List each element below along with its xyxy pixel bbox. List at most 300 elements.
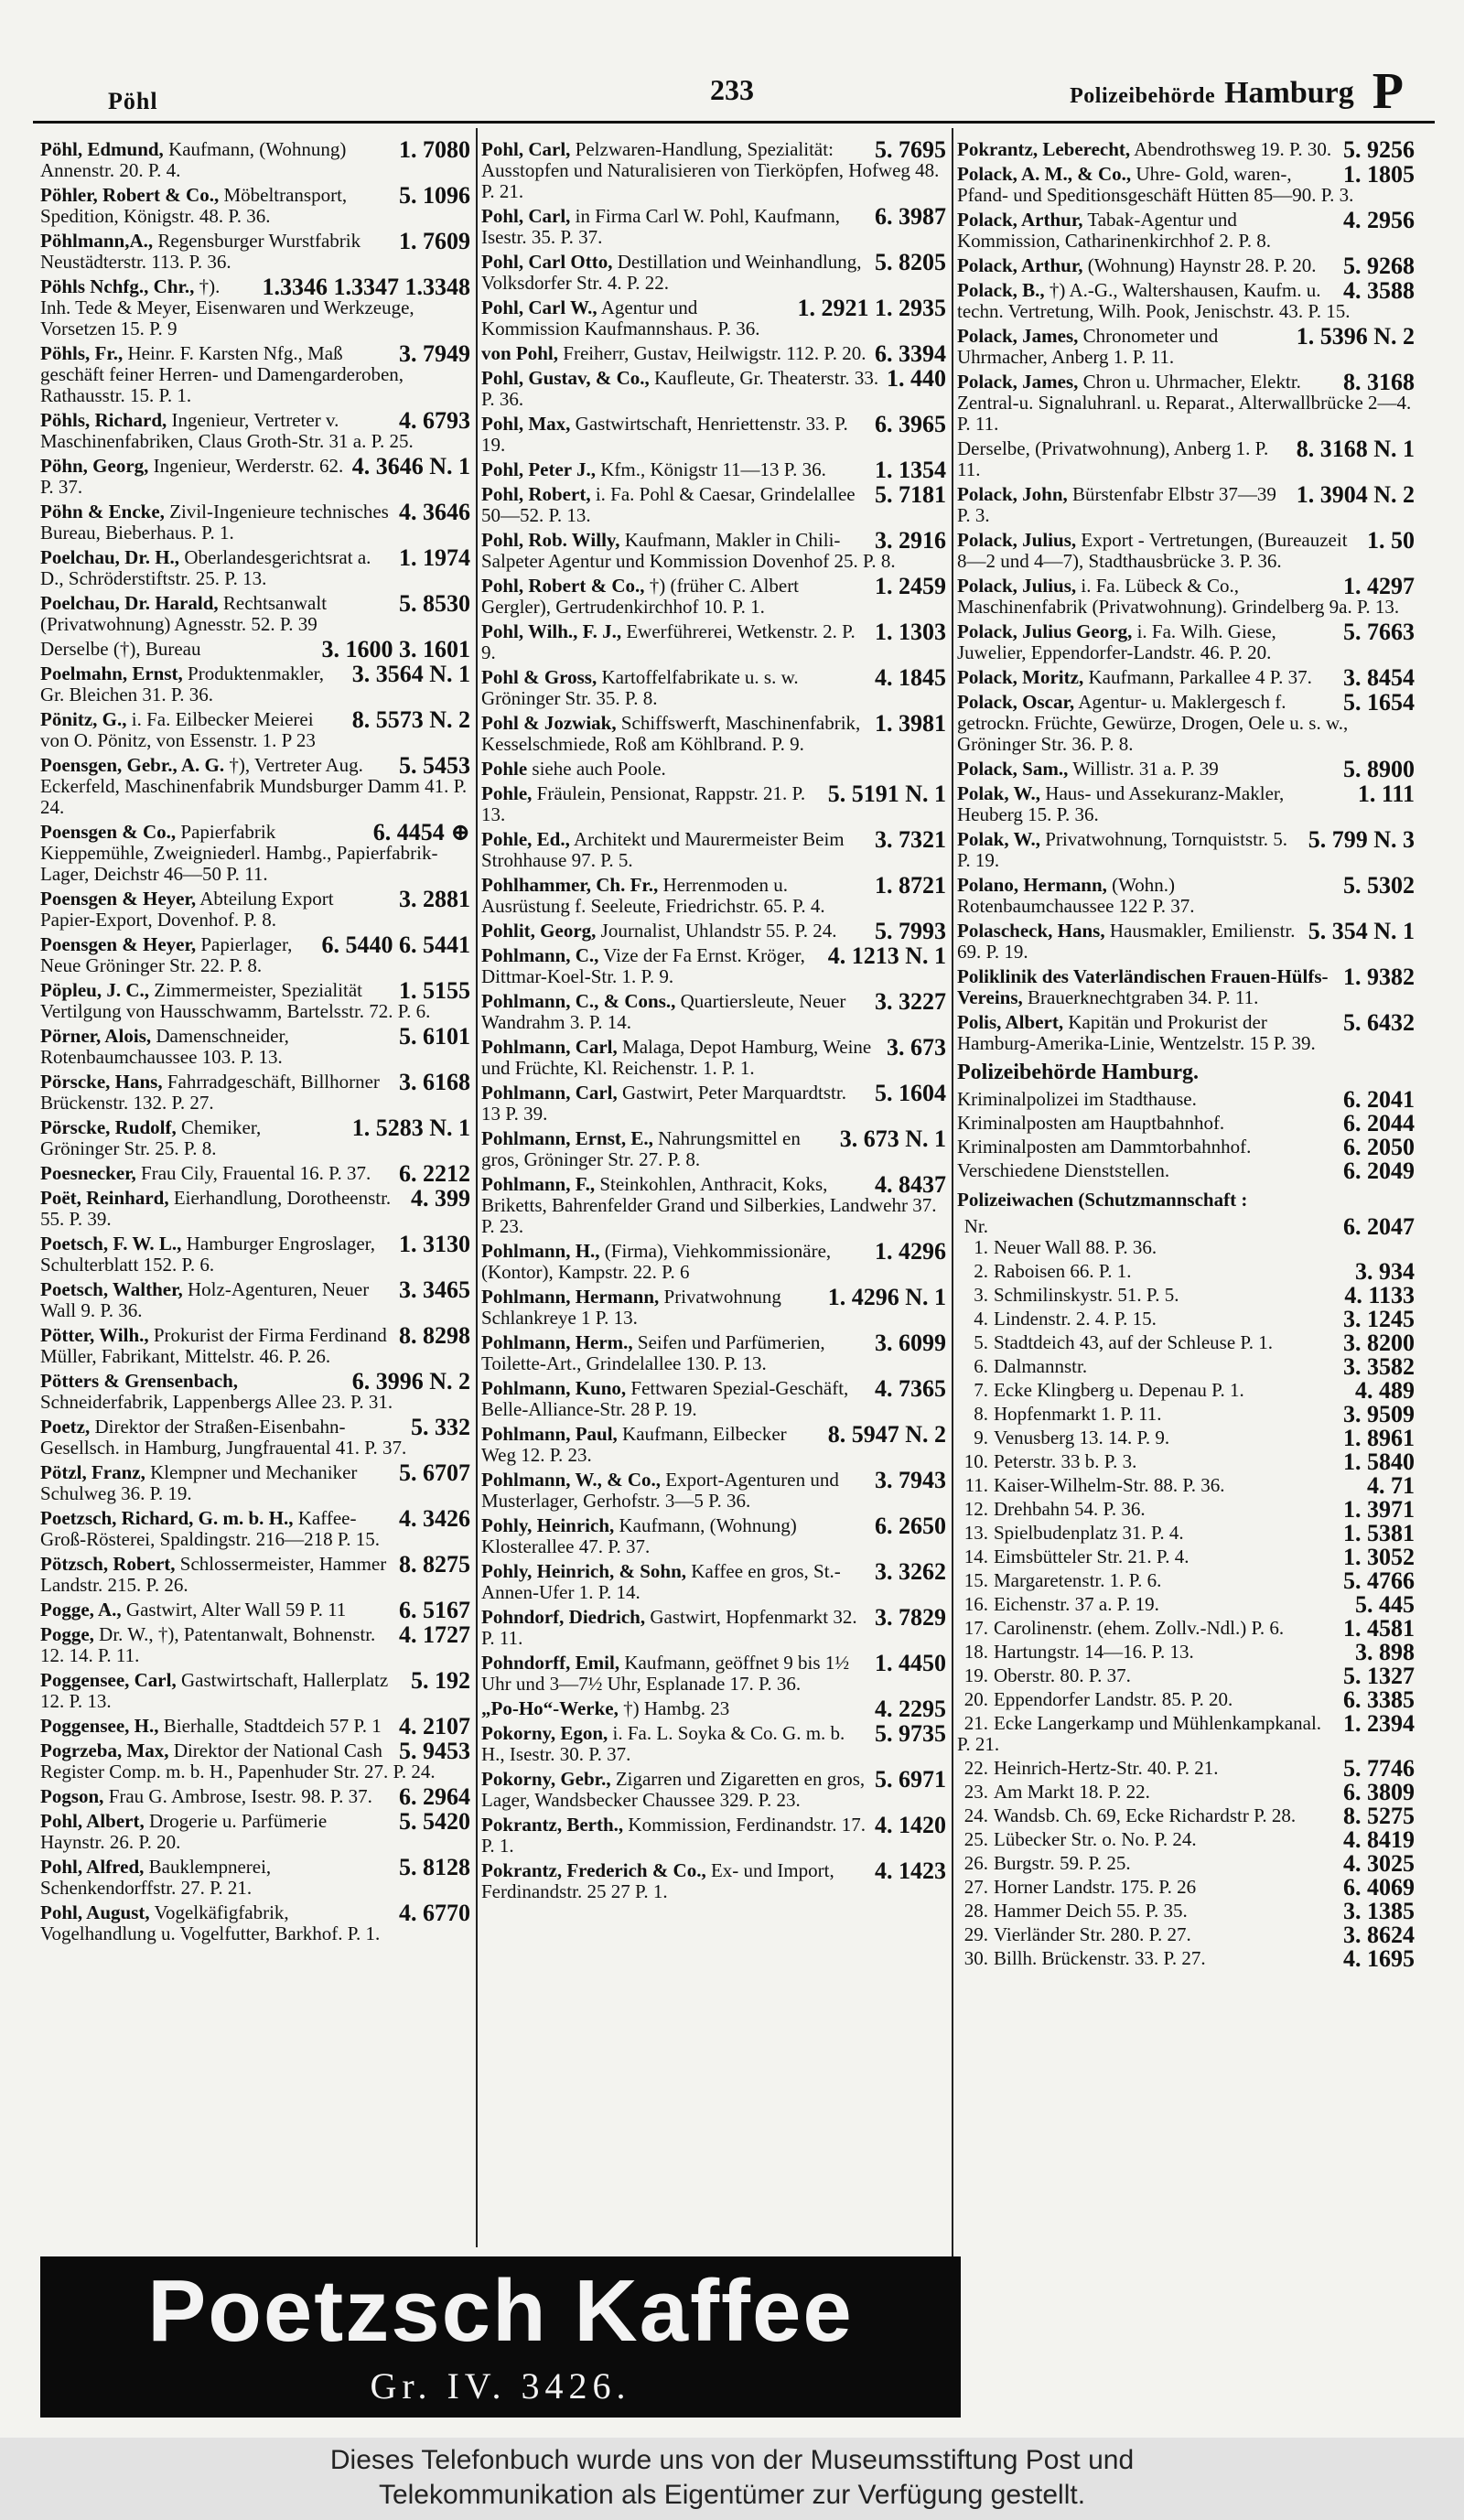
police-station bbox=[957, 1523, 1415, 1544]
footer-notice bbox=[0, 2438, 1464, 2520]
office-name: Verschiedene Dienststellen. bbox=[957, 1160, 1170, 1181]
station-phone: 3. 9509 bbox=[1343, 1404, 1415, 1425]
entry-name: Pöhler, Robert & Co., bbox=[40, 185, 220, 206]
station-phone: 4. 3025 bbox=[1343, 1853, 1415, 1874]
police-office bbox=[957, 1089, 1415, 1110]
station-phone: 1. 4581 bbox=[1343, 1618, 1415, 1639]
entry-phone: 3. 7943 bbox=[875, 1470, 946, 1493]
entry-text: Damenschneider, Rotenbaumchaussee 103. P. 13. bbox=[40, 1026, 289, 1068]
station-address: Kaiser-Wilhelm-Str. 88. P. 36. bbox=[994, 1475, 1225, 1496]
entry-phone: 1. 3904 N. 2 bbox=[1296, 484, 1415, 508]
station-number: 19. bbox=[963, 1665, 988, 1686]
police-station bbox=[957, 1356, 1415, 1377]
directory-entry bbox=[40, 1163, 470, 1184]
police-station bbox=[957, 1758, 1415, 1779]
office-phone: 6. 2050 bbox=[1343, 1136, 1415, 1158]
entry-name: Pohlmann, C., & Cons., bbox=[481, 991, 676, 1012]
directory-entry bbox=[481, 667, 946, 709]
entry-text: Zivil-Ingenieure technisches Bureau, Bieberhaus. P. 1. bbox=[40, 501, 389, 544]
entry-name: Poensgen, Gebr., A. G. bbox=[40, 755, 225, 776]
entry-name: Pohl, Carl, bbox=[481, 139, 571, 160]
entry-name: Pohndorf, Diedrich, bbox=[481, 1607, 646, 1628]
entry-phone: 4. 1420 bbox=[875, 1815, 946, 1838]
entry-name: Polack, James, bbox=[957, 326, 1079, 347]
station-address: Eppendorfer Landstr. 85. P. 20. bbox=[994, 1689, 1233, 1710]
directory-entry bbox=[957, 921, 1415, 963]
entry-phone: 5. 6971 bbox=[875, 1769, 946, 1793]
entry-name: Poelchau, Dr. Harald, bbox=[40, 593, 219, 614]
entry-name: Pohl, Wilh., F. J., bbox=[481, 621, 622, 642]
directory-entry bbox=[481, 530, 946, 572]
entry-phone: 5. 5420 bbox=[399, 1811, 470, 1835]
police-stations bbox=[957, 1216, 1415, 1969]
entry-name: Pöhl, Edmund, bbox=[40, 139, 164, 160]
directory-entry bbox=[40, 410, 470, 452]
entry-phone: 5. 8128 bbox=[399, 1857, 470, 1880]
directory-entry bbox=[481, 343, 946, 364]
entry-phone: 1. 2921 1. 2935 bbox=[797, 297, 946, 321]
entry-name: Poetsch, Walther, bbox=[40, 1279, 183, 1300]
station-number: 26. bbox=[963, 1853, 988, 1874]
entry-phone: 5. 8205 bbox=[875, 252, 946, 275]
page-header-left: Pöhl bbox=[108, 88, 158, 114]
directory-entry bbox=[40, 1117, 470, 1159]
directory-entry bbox=[481, 1515, 946, 1557]
station-address: Oberstr. 80. P. 37. bbox=[994, 1665, 1131, 1686]
station-address: Horner Landstr. 175. P. 26 bbox=[994, 1877, 1197, 1898]
entry-name: Pöhn, Georg, bbox=[40, 456, 149, 477]
entry-text: Kaufmann, Eilbecker Weg 12. P. 23. bbox=[481, 1424, 787, 1466]
column-1 bbox=[40, 139, 470, 1948]
police-station bbox=[957, 1948, 1415, 1969]
entry-text: Kaffee en gros, St.-Annen-Ufer 1. P. 14. bbox=[481, 1561, 841, 1603]
station-number: 30. bbox=[963, 1948, 988, 1969]
directory-entry bbox=[957, 783, 1415, 825]
directory-entry bbox=[40, 547, 470, 589]
entry-text: Gastwirt, Alter Wall 59 P. 11 bbox=[125, 1599, 347, 1621]
entry-text: Kaffee-Groß-Rösterei, Spaldingstr. 216—218 P. 15. bbox=[40, 1508, 380, 1550]
station-number: 5. bbox=[974, 1332, 988, 1353]
entry-phone: 6. 4454 ⊕ bbox=[372, 822, 470, 845]
entry-phone: 5. 799 N. 3 bbox=[1308, 829, 1415, 853]
entry-name: Pohle bbox=[481, 759, 528, 780]
directory-entry bbox=[481, 875, 946, 917]
station-address: Eichenstr. 37 a. P. 19. bbox=[994, 1594, 1159, 1615]
entry-text: Vize der Fa Ernst. Kröger, Dittmar-Koel-Str. 1. P. 9. bbox=[481, 945, 805, 987]
directory-entry bbox=[957, 621, 1415, 663]
entry-text: Tabak-Agentur und Kommission, Catharinenkirchhof 2. P. 8. bbox=[957, 210, 1271, 252]
police-office bbox=[957, 1160, 1415, 1181]
directory-entry bbox=[481, 1174, 946, 1237]
directory-entry bbox=[481, 1128, 946, 1170]
police-station bbox=[957, 1877, 1415, 1898]
directory-entry bbox=[957, 875, 1415, 917]
entry-name: Polano, Hermann, bbox=[957, 875, 1107, 896]
directory-entry bbox=[40, 185, 470, 227]
directory-entry bbox=[40, 980, 470, 1022]
station-number: Nr. 1. bbox=[963, 1216, 988, 1258]
station-number: 7. bbox=[974, 1380, 988, 1401]
header-rule bbox=[33, 121, 1435, 124]
station-number: 21. bbox=[963, 1713, 988, 1734]
entry-text: Gastwirtschaft, Hallerplatz 12. P. 13. bbox=[40, 1670, 389, 1712]
entry-text: Papierlager, Neue Gröninger Str. 22. P. 8. bbox=[40, 934, 293, 976]
entry-phone: 5. 6101 bbox=[399, 1026, 470, 1050]
entry-phone: 8. 5947 N. 2 bbox=[827, 1424, 946, 1448]
entry-text: Abteilung Export Papier-Export, Dovenhof. P. 8. bbox=[40, 888, 334, 931]
police-station bbox=[957, 1665, 1415, 1686]
directory-entry bbox=[957, 576, 1415, 618]
entry-name: Pohlmann, C., bbox=[481, 945, 599, 966]
station-address: Margaretenstr. 1. P. 6. bbox=[994, 1570, 1162, 1591]
station-number: 2. bbox=[974, 1261, 988, 1282]
station-number: 25. bbox=[963, 1829, 988, 1850]
entry-name: Pöhls, Richard, bbox=[40, 410, 167, 431]
entry-text: Kapitän und Prokurist der Hamburg-Amerika-Linie, Wentzelstr. 15 P. 39. bbox=[957, 1012, 1316, 1054]
directory-entry bbox=[40, 1325, 470, 1367]
entry-text: Eierhandlung, Dorotheenstr. 55. P. 39. bbox=[40, 1188, 392, 1230]
directory-entry bbox=[40, 934, 470, 976]
station-address: Am Markt 18. P. 22. bbox=[994, 1782, 1150, 1803]
entry-text: Brauerknechtgraben 34. P. 11. bbox=[1028, 986, 1259, 1008]
directory-entry bbox=[957, 372, 1415, 435]
entry-phone: 3. 7949 bbox=[399, 343, 470, 367]
directory-entry bbox=[481, 139, 946, 202]
directory-entry bbox=[40, 1857, 470, 1899]
entry-phone: 1. 5155 bbox=[399, 980, 470, 1004]
station-phone: 3. 8200 bbox=[1343, 1332, 1415, 1353]
entry-phone: 4. 1213 N. 1 bbox=[827, 945, 946, 969]
entry-name: Pöhls Nchfg., Chr., bbox=[40, 276, 195, 297]
station-address: Ecke Langerkamp und Mühlenkampkanal. P. 21. bbox=[957, 1713, 1322, 1755]
directory-entry bbox=[957, 255, 1415, 276]
entry-phone: 3. 673 bbox=[887, 1037, 946, 1061]
directory-entry bbox=[40, 456, 470, 498]
station-number: 10. bbox=[963, 1451, 988, 1472]
directory-entry bbox=[481, 1082, 946, 1125]
entry-name: Pohl, August, bbox=[40, 1902, 150, 1923]
station-address: Hammer Deich 55. P. 35. bbox=[994, 1901, 1188, 1922]
police-station bbox=[957, 1570, 1415, 1591]
directory-entry bbox=[481, 1698, 946, 1719]
station-address: Billh. Brückenstr. 33. P. 27. bbox=[994, 1948, 1206, 1969]
directory-entry bbox=[481, 621, 946, 663]
entry-text: Haus- und Assekuranz-Makler, Heuberg 15. P. 36. bbox=[957, 783, 1285, 825]
station-number: 13. bbox=[963, 1523, 988, 1544]
entry-name: Pönitz, G., bbox=[40, 709, 127, 730]
entry-text: Privatwohnung Schlankreye 1 P. 13. bbox=[481, 1287, 781, 1329]
directory-entry bbox=[40, 639, 470, 660]
directory-entry bbox=[40, 1670, 470, 1712]
directory-entry bbox=[957, 966, 1415, 1008]
entry-phone: 5. 354 N. 1 bbox=[1308, 921, 1415, 944]
entry-phone: 4. 399 bbox=[411, 1188, 470, 1212]
station-number: 27. bbox=[963, 1877, 988, 1898]
entry-text: Privatwohnung, Tornquiststr. 5. P. 19. bbox=[957, 829, 1288, 871]
entry-text: Klempner und Mechaniker Schulweg 36. P. 19. bbox=[40, 1462, 358, 1504]
directory-entry bbox=[481, 1470, 946, 1512]
directory-entry bbox=[40, 593, 470, 635]
entry-phone: 4. 8437 bbox=[875, 1174, 946, 1198]
station-phone: 3. 1245 bbox=[1343, 1308, 1415, 1330]
entry-text: Direktor der Straßen-Eisenbahn-Gesellsch. in Hamburg, Jungfrauental 41. P. 37. bbox=[40, 1416, 407, 1459]
directory-entry bbox=[481, 945, 946, 987]
office-name: Kriminalposten am Dammtorbahnhof. bbox=[957, 1136, 1252, 1158]
header-city: Hamburg bbox=[1224, 76, 1354, 110]
entry-phone: 5. 6432 bbox=[1343, 1012, 1415, 1036]
directory-entry bbox=[481, 297, 946, 339]
footer-line-2: Telekommunikation als Eigentümer zur Verfügung gestellt. bbox=[378, 2480, 1086, 2510]
entry-phone: 4. 2295 bbox=[875, 1698, 946, 1719]
entry-name: Polak, W., bbox=[957, 829, 1041, 850]
entry-text: Vogelkäfigfabrik, Vogelhandlung u. Vogelfutter, Barkhof. P. 1. bbox=[40, 1902, 381, 1944]
entry-name: Polack, Arthur, bbox=[957, 210, 1083, 231]
entry-text: Seifen und Parfümerien, Toilette-Art., Grindelallee 130. P. 13. bbox=[481, 1332, 825, 1374]
station-address: Spielbudenplatz 31. P. 4. bbox=[994, 1523, 1184, 1544]
entry-phone: 5. 8900 bbox=[1343, 759, 1415, 780]
entry-phone: 6. 5167 bbox=[399, 1599, 470, 1621]
entry-phone: 6. 2964 bbox=[399, 1786, 470, 1807]
entry-phone: 1. 3981 bbox=[875, 713, 946, 737]
station-number: 29. bbox=[963, 1924, 988, 1945]
entry-text: Export-Agenturen und Musterlager, Gerhofstr. 3—5 P. 36. bbox=[481, 1470, 839, 1512]
station-address: Vierländer Str. 280. P. 27. bbox=[994, 1924, 1191, 1945]
directory-entry bbox=[481, 368, 946, 410]
entry-phone: 5. 7663 bbox=[1343, 621, 1415, 645]
directory-entry bbox=[40, 663, 470, 705]
station-phone: 3. 1385 bbox=[1343, 1901, 1415, 1922]
station-phone: 4. 71 bbox=[1367, 1475, 1415, 1496]
police-station bbox=[957, 1380, 1415, 1401]
entry-name: Pohle, bbox=[481, 783, 533, 804]
entry-text: Gastwirt, Peter Marquardtstr. 13 P. 39. bbox=[481, 1082, 846, 1125]
entry-text: Direktor der National Cash Register Comp. m. b. H., Papenhuder Str. 27. P. 24. bbox=[40, 1740, 436, 1782]
entry-text: Zigarren und Zigaretten en gros, Lager, Wandsbecker Chaussee 329. P. 23. bbox=[481, 1769, 866, 1811]
directory-entry bbox=[957, 280, 1415, 322]
column-divider bbox=[952, 128, 953, 2379]
entry-phone: 1. 4297 bbox=[1343, 576, 1415, 599]
directory-entry bbox=[481, 206, 946, 248]
entry-phone: 3. 2916 bbox=[875, 530, 946, 554]
directory-entry bbox=[481, 1424, 946, 1466]
entry-name: Poetsch, F. W. L., bbox=[40, 1233, 182, 1255]
entry-text: Agentur und Kommission Kaufmannshaus. P. 36. bbox=[481, 297, 760, 339]
police-office bbox=[957, 1113, 1415, 1134]
entry-text: †) Hambg. 23 bbox=[623, 1698, 730, 1719]
station-phone: 8. 5275 bbox=[1343, 1805, 1415, 1826]
entry-phone: 1. 111 bbox=[1357, 783, 1415, 807]
entry-phone: 5. 7695 bbox=[875, 139, 946, 163]
entry-name: Pokorny, Gebr., bbox=[481, 1769, 611, 1790]
directory-entry bbox=[957, 438, 1415, 480]
entry-phone: 1. 3130 bbox=[399, 1233, 470, 1257]
police-station bbox=[957, 1216, 1415, 1258]
station-phone: 3. 934 bbox=[1355, 1261, 1415, 1282]
station-address: Raboisen 66. P. 1. bbox=[994, 1261, 1132, 1282]
entry-phone: 3. 3465 bbox=[399, 1279, 470, 1303]
header-letter: P bbox=[1372, 63, 1404, 120]
directory-entry bbox=[40, 1508, 470, 1550]
entry-phone: 5. 9256 bbox=[1343, 139, 1415, 160]
entry-name: Pogge, bbox=[40, 1624, 94, 1645]
entry-name: Pohlmann, F., bbox=[481, 1174, 596, 1195]
entry-name: Pohlmann, Kuno, bbox=[481, 1378, 627, 1399]
directory-entry bbox=[957, 829, 1415, 871]
police-station bbox=[957, 1261, 1415, 1282]
entry-text: Kommission, Ferdinandstr. 17. P. 1. bbox=[481, 1815, 866, 1857]
entry-name: Poetzsch, Richard, G. m. b. H., bbox=[40, 1508, 294, 1529]
footer-line-1: Dieses Telefonbuch wurde uns von der Museumsstiftung Post und bbox=[329, 2445, 1135, 2475]
directory-entry bbox=[40, 1416, 470, 1459]
entry-phone: 1. 50 bbox=[1367, 530, 1415, 554]
entry-name: Pohlmann, Carl, bbox=[481, 1082, 618, 1104]
police-office bbox=[957, 1136, 1415, 1158]
entry-text: (Wohnung) Haynstr 28. P. 20. bbox=[1087, 255, 1317, 276]
directory-entry bbox=[481, 1287, 946, 1329]
entry-phone: 8. 8275 bbox=[399, 1554, 470, 1578]
station-address: Carolinenstr. (ehem. Zollv.-Ndl.) P. 6. bbox=[994, 1618, 1285, 1639]
police-station bbox=[957, 1475, 1415, 1496]
directory-entry bbox=[481, 783, 946, 825]
station-phone: 6. 4069 bbox=[1343, 1877, 1415, 1898]
entry-name: Pörscke, Hans, bbox=[40, 1072, 163, 1093]
entry-text: Frau Cily, Frauental 16. P. 37. bbox=[141, 1163, 371, 1184]
entry-text: Destillation und Weinhandlung, Volksdorfer Str. 4. P. 22. bbox=[481, 252, 862, 294]
directory-entry bbox=[40, 501, 470, 544]
entry-name: Polack, Arthur, bbox=[957, 255, 1083, 276]
entry-phone: 4. 1423 bbox=[875, 1860, 946, 1884]
directory-entry bbox=[481, 459, 946, 480]
entry-text: Papierfabrik Kieppemühle, Zweigniederl. Hambg., Papierfabrik-Lager, Deichstr 46—50 P. 11. bbox=[40, 822, 438, 885]
entry-text: siehe auch Poole. bbox=[532, 759, 666, 780]
police-station bbox=[957, 1546, 1415, 1567]
entry-phone: 8. 3168 bbox=[1343, 372, 1415, 395]
station-address: Wandsb. Ch. 69, Ecke Richardstr P. 28. bbox=[994, 1805, 1297, 1826]
entry-phone: 6. 2212 bbox=[399, 1163, 470, 1184]
entry-name: Pohl, Carl W., bbox=[481, 297, 597, 318]
entry-phone: 1. 4296 N. 1 bbox=[827, 1287, 946, 1310]
station-address: Burgstr. 59. P. 25. bbox=[994, 1853, 1131, 1874]
station-address: Peterstr. 33 b. P. 3. bbox=[994, 1451, 1137, 1472]
police-station bbox=[957, 1642, 1415, 1663]
entry-name: Poelmahn, Ernst, bbox=[40, 663, 183, 684]
station-phone: 1. 2394 bbox=[1343, 1713, 1415, 1737]
entry-text: i. Fa. L. Soyka & Co. G. m. b. H., Isestr. 30. P. 37. bbox=[481, 1723, 845, 1765]
entry-name: Pohlmann, Paul, bbox=[481, 1424, 618, 1445]
station-phone: 4. 1133 bbox=[1344, 1285, 1415, 1306]
entry-text: Malaga, Depot Hamburg, Weine und Früchte, Kl. Reichenstr. 1. P. 1. bbox=[481, 1037, 872, 1079]
entry-phone: 4. 2956 bbox=[1343, 210, 1415, 233]
station-phone: 1. 5840 bbox=[1343, 1451, 1415, 1472]
entry-name: Pohlmann, W., & Co., bbox=[481, 1470, 662, 1491]
entry-phone: 5. 7181 bbox=[875, 484, 946, 508]
entry-phone: 5. 5302 bbox=[1343, 875, 1415, 899]
entry-phone: 3. 6168 bbox=[399, 1072, 470, 1095]
station-address: Drehbahn 54. P. 36. bbox=[994, 1499, 1146, 1520]
entry-phone: 1. 8721 bbox=[875, 875, 946, 899]
entry-text: Frau G. Ambrose, Isestr. 98. P. 37. bbox=[108, 1786, 372, 1807]
entry-text: in Firma Carl W. Pohl, Kaufmann, Isestr. 35. P. 37. bbox=[481, 206, 840, 248]
station-phone: 6. 3385 bbox=[1343, 1689, 1415, 1710]
entry-text: Zimmermeister, Spezialität Vertilgung von Hausschwamm, Bartelsstr. 72. P. 6. bbox=[40, 980, 431, 1022]
station-number: 6. bbox=[974, 1356, 988, 1377]
entry-text: Herrenmoden u. Ausrüstung f. Seeleute, Friedrichstr. 65. P. 4. bbox=[481, 875, 825, 917]
entry-text: †). Inh. Tede & Meyer, Eisenwaren und Werkzeuge, Vorsetzen 15. P. 9 bbox=[40, 276, 414, 339]
police-station bbox=[957, 1332, 1415, 1353]
entry-name: Pohndorff, Emil, bbox=[481, 1653, 620, 1674]
entry-name: Pokorny, Egon, bbox=[481, 1723, 608, 1744]
entry-text: Bierhalle, Stadtdeich 57 P. 1 bbox=[163, 1716, 382, 1737]
entry-text: Willistr. 31 a. P. 39 bbox=[1072, 759, 1219, 780]
entry-phone: 1. 1805 bbox=[1343, 164, 1415, 188]
entry-text: Produktenmakler, Gr. Bleichen 31. P. 36. bbox=[40, 663, 325, 705]
directory-entry bbox=[481, 414, 946, 456]
police-station bbox=[957, 1901, 1415, 1922]
entry-phone: 4. 1845 bbox=[875, 667, 946, 691]
station-phone: 5. 7746 bbox=[1343, 1758, 1415, 1779]
entry-name: Polack, Oscar, bbox=[957, 692, 1075, 713]
entry-name: Polack, Moritz, bbox=[957, 667, 1084, 688]
entry-phone: 3. 3564 N. 1 bbox=[351, 663, 470, 687]
entry-name: Polack, Julius Georg, bbox=[957, 621, 1133, 642]
directory-entry bbox=[481, 1653, 946, 1695]
entry-phone: 5. 8530 bbox=[399, 593, 470, 617]
station-address: Lübecker Str. o. No. P. 24. bbox=[994, 1829, 1197, 1850]
entry-name: Pohlmann, Herm., bbox=[481, 1332, 633, 1353]
entry-text: Agentur- u. Maklergesch f. getrockn. Früchte, Gewürze, Drogen, Oele u. s. w., Gröninger Str. 36. P. 8. bbox=[957, 692, 1349, 755]
entry-text: Chronometer und Uhrmacher, Anberg 1. P. 11. bbox=[957, 326, 1219, 368]
directory-entry bbox=[40, 231, 470, 273]
entry-name: Pohlmann, Hermann, bbox=[481, 1287, 660, 1308]
station-number: 8. bbox=[974, 1404, 988, 1425]
station-number: 28. bbox=[963, 1901, 988, 1922]
entry-name: Pötter, Wilh., bbox=[40, 1325, 149, 1346]
police-title: Polizeibehörde Hamburg. bbox=[957, 1061, 1199, 1084]
entry-name: Pokrantz, Frederich & Co., bbox=[481, 1860, 706, 1881]
police-section bbox=[957, 1060, 1415, 1969]
station-number: 11. bbox=[964, 1475, 988, 1496]
entry-name: Pötters & Grensenbach, bbox=[40, 1371, 238, 1392]
entry-name: Pötzl, Franz, bbox=[40, 1462, 145, 1483]
police-station bbox=[957, 1618, 1415, 1639]
station-phone: 5. 445 bbox=[1355, 1594, 1415, 1615]
entry-text: Ex- und Import, Ferdinandstr. 25 27 P. 1. bbox=[481, 1860, 834, 1902]
station-number: 17. bbox=[963, 1618, 988, 1639]
directory-entry bbox=[481, 1723, 946, 1765]
entry-phone: 4. 1727 bbox=[399, 1624, 470, 1648]
entry-text: Chemiker, Gröninger Str. 25. P. 8. bbox=[40, 1117, 262, 1159]
entry-name: Pohlmann, Carl, bbox=[481, 1037, 618, 1058]
station-phone: 3. 8624 bbox=[1343, 1924, 1415, 1945]
entry-phone: 4. 2107 bbox=[399, 1716, 470, 1737]
police-station bbox=[957, 1451, 1415, 1472]
entry-phone: 5. 332 bbox=[411, 1416, 470, 1440]
station-number: 14. bbox=[963, 1546, 988, 1567]
entry-name: Pohlit, Georg, bbox=[481, 921, 597, 942]
directory-entry bbox=[40, 755, 470, 818]
entry-phone: 1. 5283 N. 1 bbox=[351, 1117, 470, 1141]
entry-phone: 5. 192 bbox=[411, 1670, 470, 1694]
entry-text: i. Fa. Pohl & Caesar, Grindelallee 50—52. P. 13. bbox=[481, 484, 856, 526]
directory-entry bbox=[957, 210, 1415, 252]
station-address: Venusberg 13. 14. P. 9. bbox=[994, 1427, 1170, 1448]
directory-entry bbox=[40, 1716, 470, 1737]
header-section: Polizeibehörde bbox=[1070, 84, 1216, 108]
station-address: Hartungstr. 14—16. P. 13. bbox=[994, 1642, 1194, 1663]
police-station bbox=[957, 1427, 1415, 1448]
entry-text: Bürstenfabr Elbstr 37—39 P. 3. bbox=[957, 484, 1276, 526]
directory-entry bbox=[40, 1371, 470, 1413]
